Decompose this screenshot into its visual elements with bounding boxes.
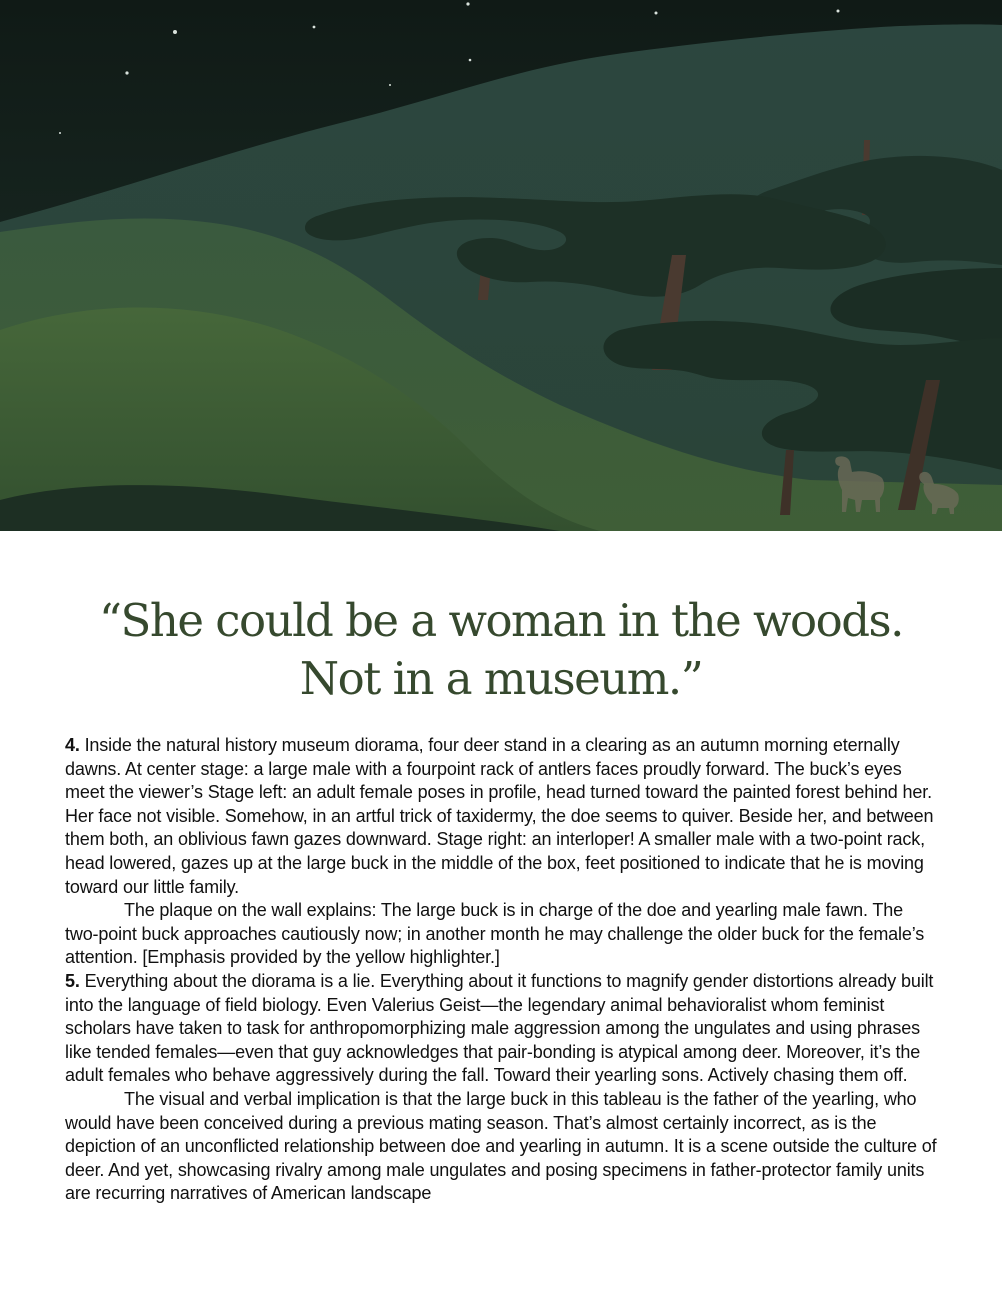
paragraph: The visual and verbal implication is that the large buck in this tableau is the father of the yearling, who would have been conceived during a previous mating season. That’s almost certainly incorrect, as is the depiction of an unconflicted relationship between doe and yearling in autumn. It is a scene outside the culture of deer. And yet, showcasing rivalry among male ungulates and posing specimens in father-protector family units are recurring narratives of American landscape xyxy=(65,1088,937,1204)
paragraph-text: Inside the natural history museum diorama, four deer stand in a clearing as an autumn morning eternally dawns. At center stage: a large male with a fourpoint rack of antlers faces proudly forward. The buck’s eyes meet the viewer’s Stage left: an adult female poses in profile, head turned toward the painted forest behind her. Her face not visible. Somehow, in an artful trick of taxidermy, the doe seems to quiver. Beside her, and between them both, an oblivious fawn gazes downward. Stage right: an interloper! A smaller male with a two-point rack, head lowered, gazes up at the large buck in the middle of the box, feet positioned to indicate that he is moving toward our little family. xyxy=(65,735,934,897)
hero-illustration xyxy=(0,0,1002,531)
section-number: 4. xyxy=(65,735,80,755)
night-forest-illustration xyxy=(0,0,1002,531)
paragraph xyxy=(65,734,940,899)
paragraph: The plaque on the wall explains: The large buck is in charge of the doe and yearling male fawn. The two-point buck approaches cautiously now; in another month he may challenge the older buck for the female’s attention. [Emphasis provided by the yellow highlighter.] xyxy=(65,900,925,968)
section-number: 5. xyxy=(65,970,80,991)
pull-quote xyxy=(0,592,1002,708)
pull-quote-line-1: “She could be a woman in the woods. xyxy=(99,594,903,647)
pull-quote-line-2: Not in a museum.” xyxy=(299,652,703,705)
article-body xyxy=(65,734,940,1206)
paragraph-text: Everything about the diorama is a lie. Everything about it functions to magnify gender distortions already built into the language of field biology. Even Valerius Geist—the legendary animal behavioralist whom feminist scholars have taken to task for anthropomorphizing male aggression among the ungulates and using phrases like tended females—even that guy acknowledges that pair-bonding is atypical among deer. Moreover, it’s the adult females who behave aggressively during the fall. Toward their yearling sons. Actively chasing them off. xyxy=(65,970,934,1086)
paragraph xyxy=(65,970,940,1088)
